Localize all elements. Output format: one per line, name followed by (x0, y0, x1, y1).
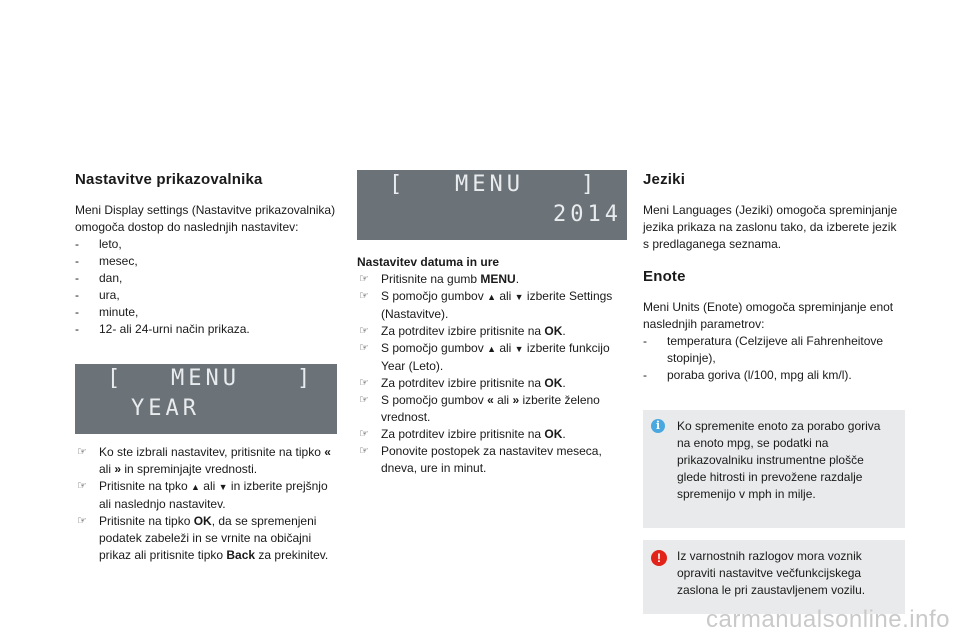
list-item: ☞ Pritisnite na gumb MENU. (359, 272, 520, 286)
list-item: ☞ S pomočjo gumbov ▲ ali ▼ izberite Settings (Nastavitve). (359, 289, 613, 321)
warning-icon: ! (651, 550, 667, 566)
screen-bracket-left: [ (389, 172, 407, 197)
list-item: ☞ Za potrditev izbire pritisnite na OK. (359, 376, 566, 390)
list-item: - dan, (75, 270, 337, 287)
arrow-up-icon: ▲ (487, 344, 496, 354)
list-item: ☞ Za potrditev izbire pritisnite na OK. (359, 427, 566, 441)
languages-title: Jeziki (643, 171, 686, 188)
list-item: ☞ Pritisnite na tipko OK, da se spremenjeni podatek zabeleži in se vrnite na običajni prikaz ali pritisnite tipko Back za prekinitev. (77, 514, 329, 562)
steps-list (75, 444, 337, 564)
hand-pointer-icon: ☞ (359, 325, 369, 337)
info-icon: i (651, 419, 665, 433)
date-time-subhead: Nastavitev datuma in ure (357, 255, 500, 269)
list-item: - mesec, (75, 253, 337, 270)
double-right-icon: » (114, 462, 122, 476)
steps-list (357, 271, 627, 477)
screen-menu-label: MENU (455, 172, 524, 197)
screen-menu-label: MENU (171, 366, 240, 391)
units-title: Enote (643, 268, 686, 285)
hand-pointer-icon: ☞ (77, 480, 87, 492)
arrow-down-icon: ▼ (514, 292, 524, 302)
display-settings-column (75, 170, 337, 564)
hand-pointer-icon: ☞ (359, 273, 369, 285)
date-time-column (357, 170, 627, 477)
list-item: - minute, (75, 304, 337, 321)
settings-list (75, 236, 337, 338)
info-note-text: Ko spremenite enoto za porabo goriva na enoto mpg, se podatki na prikazovalniku instrumentne plošče glede hitrosti in prevožene razdalje spremenijo v mph in milje. (677, 419, 881, 501)
info-note (643, 410, 905, 528)
double-left-icon: « (487, 393, 494, 407)
list-item: - 12- ali 24-urni način prikaza. (75, 321, 337, 338)
display-screen-year (75, 364, 337, 434)
languages-units-column (643, 170, 905, 614)
display-settings-intro: Meni Display settings (Nastavitve prikazovalnika) omogoča dostop do naslednjih nastavitev: (75, 203, 336, 234)
double-right-icon: » (512, 393, 520, 407)
list-item: - poraba goriva (l/100, mpg ali km/l). (643, 367, 905, 384)
double-left-icon: « (324, 445, 331, 459)
list-item: ☞ S pomočjo gumbov ▲ ali ▼ izberite funkcijo Year (Leto). (359, 341, 610, 373)
units-text: Meni Units (Enote) omogoča spreminjanje enot naslednjih parametrov: (643, 300, 894, 331)
hand-pointer-icon: ☞ (359, 445, 369, 457)
warning-note-text: Iz varnostnih razlogov mora voznik opraviti nastavitve večfunkcijskega zaslona le pri zaustavljenem vozilu. (677, 549, 866, 597)
hand-pointer-icon: ☞ (359, 342, 369, 354)
list-item: - leto, (75, 236, 337, 253)
units-list (643, 333, 905, 384)
hand-pointer-icon: ☞ (359, 394, 369, 406)
display-screen-2014 (357, 170, 627, 240)
screen-value: 2014 (553, 202, 622, 227)
arrow-up-icon: ▲ (487, 292, 496, 302)
hand-pointer-icon: ☞ (359, 377, 369, 389)
hand-pointer-icon: ☞ (359, 290, 369, 302)
display-settings-title: Nastavitve prikazovalnika (75, 171, 263, 188)
hand-pointer-icon: ☞ (77, 515, 87, 527)
list-item: ☞ Ko ste izbrali nastavitev, pritisnite na tipko « ali » in spreminjajte vrednosti. (77, 445, 331, 476)
list-item: ☞ S pomočjo gumbov « ali » izberite želeno vrednost. (359, 393, 600, 424)
hand-pointer-icon: ☞ (77, 446, 87, 458)
watermark: carmanualsonline.info (706, 606, 950, 633)
screen-bracket-right: ] (581, 172, 599, 197)
arrow-down-icon: ▼ (218, 482, 228, 492)
arrow-up-icon: ▲ (191, 482, 200, 492)
arrow-down-icon: ▼ (514, 344, 524, 354)
list-item: - temperatura (Celzijeve ali Fahrenheitove stopinje), (643, 333, 905, 367)
hand-pointer-icon: ☞ (359, 428, 369, 440)
list-item: ☞ Pritisnite na tpko ▲ ali ▼ in izberite prejšnjo ali naslednjo nastavitev. (77, 479, 328, 511)
languages-text: Meni Languages (Jeziki) omogoča spreminjanje jezika prikaza na zaslonu tako, da izberete jezik s predlaganega seznama. (643, 203, 898, 251)
screen-bracket-left: [ (107, 366, 125, 391)
list-item: - ura, (75, 287, 337, 304)
list-item: ☞ Ponovite postopek za nastavitev meseca, dneva, ure in minut. (359, 444, 602, 475)
screen-bracket-right: ] (297, 366, 315, 391)
warning-note (643, 540, 905, 614)
list-item: ☞ Za potrditev izbire pritisnite na OK. (359, 324, 566, 338)
screen-value: YEAR (131, 396, 200, 421)
